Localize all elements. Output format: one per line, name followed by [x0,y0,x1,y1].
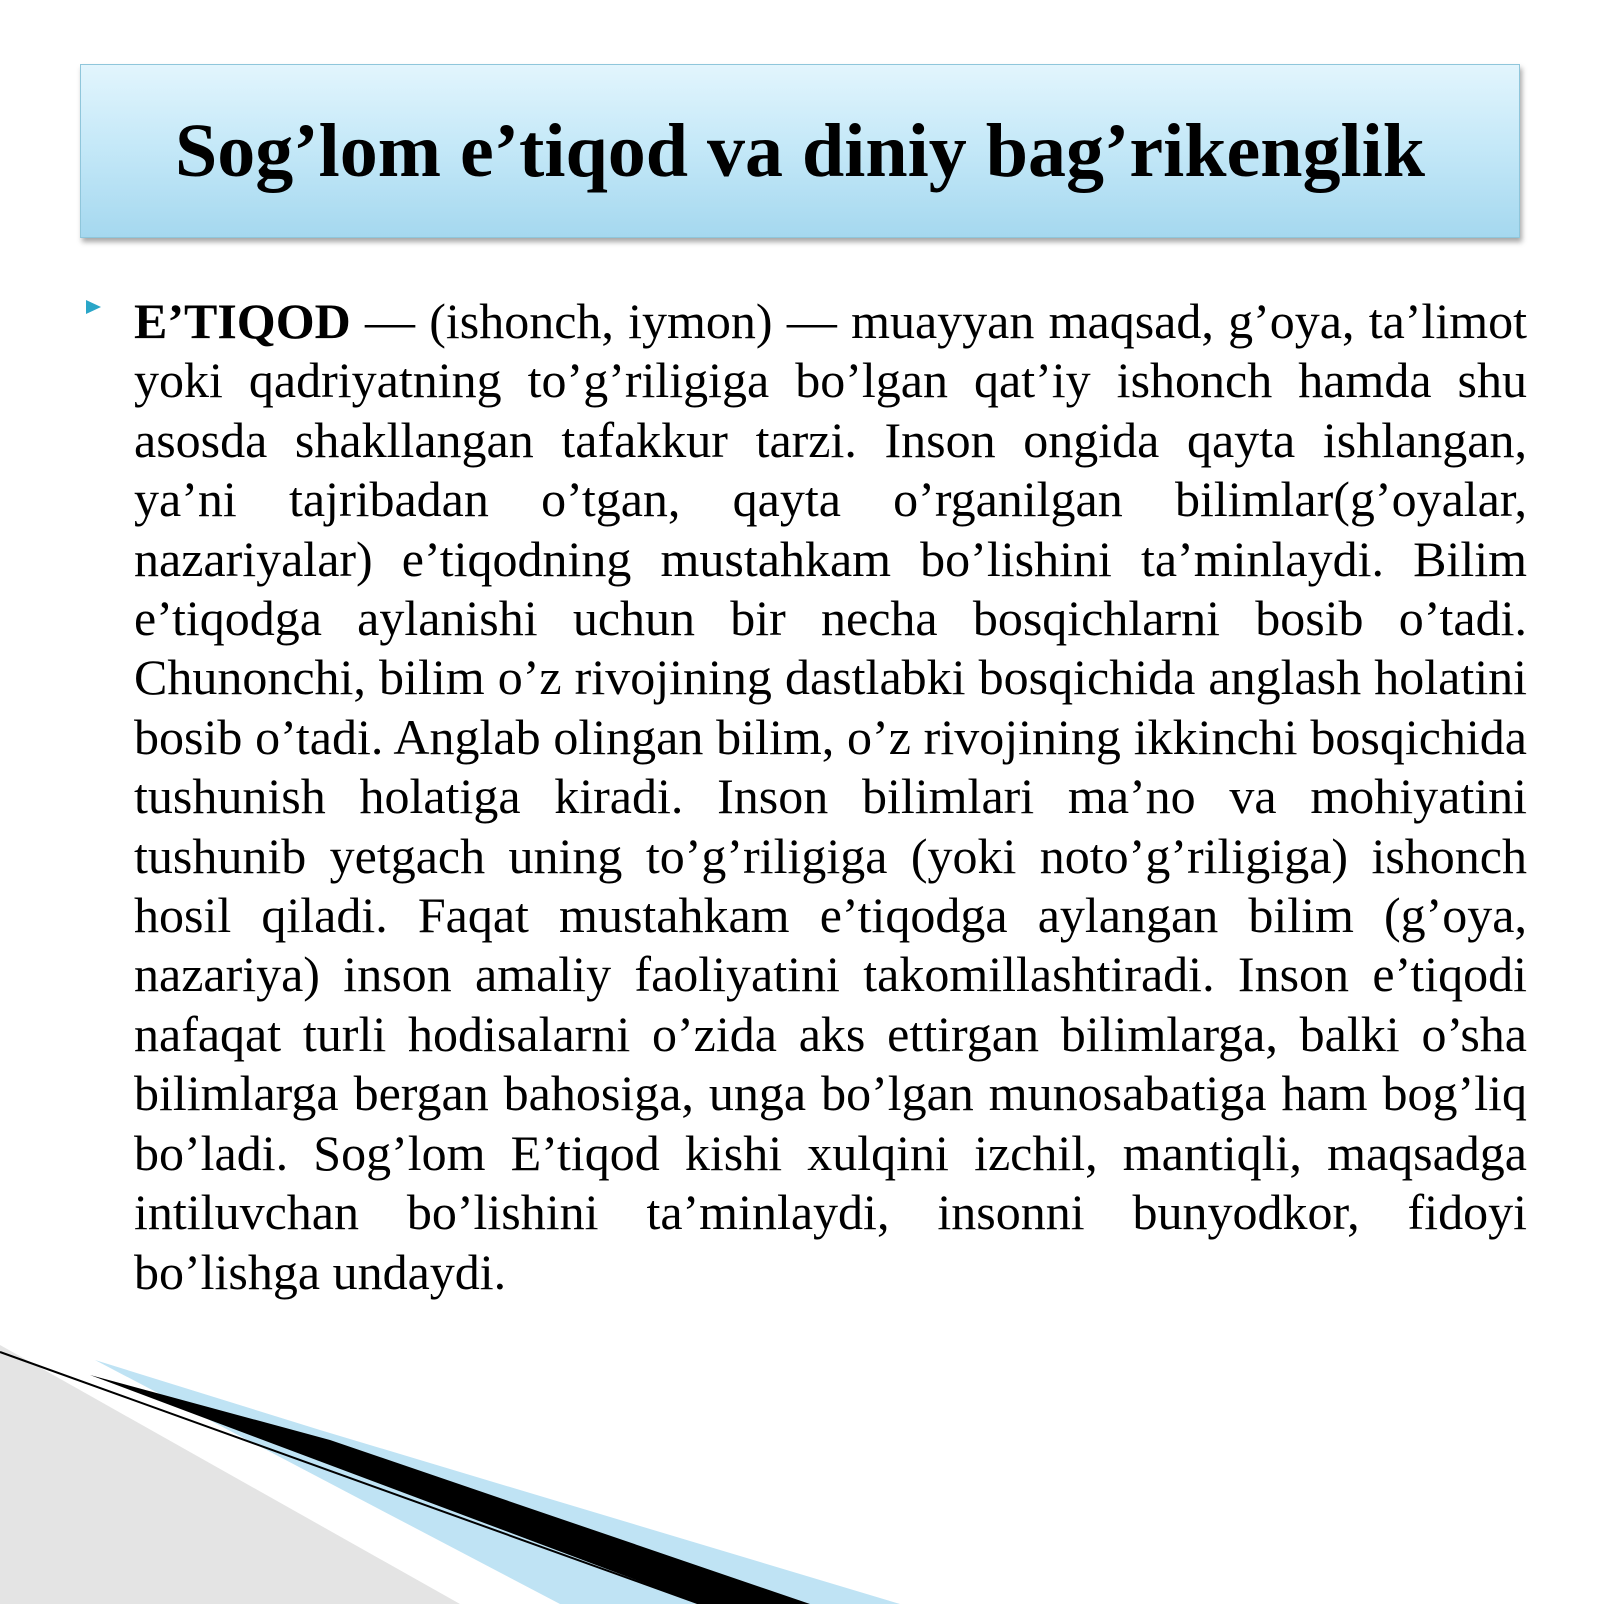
term-heading: E’TIQOD [134,293,351,349]
title-banner [80,64,1520,238]
body-paragraph [134,292,1527,1302]
decor-thin-line [0,1352,700,1604]
decor-blue-wedge [95,1360,900,1604]
decor-gray-wedge [0,1345,460,1604]
definition-text: — (ishonch, iymon) — muayyan maqsad, g’oya, ta’limot yoki qadriyatning to’g’riligiga bo’lgan qat’iy ishonch hamda shu asosda shakllangan tafakkur tarzi. Inson ongida qayta ishlangan, ya’ni tajribadan o’tgan, qayta o’rganilgan bilimlar(g’oyalar, nazariyalar) e’tiqodning mustahkam bo’lishini ta’minlaydi. Bilim e’tiqodga aylanishi uchun bir necha bosqichlarni bosib o’tadi. Chunonchi, bilim o’z rivojining dastlabki bosqichida anglash holatini bosib o’tadi. Anglab olingan bilim, o’z rivojining ikkinchi bosqichida tushunish holatiga kiradi. Inson bilimlari ma’no va mohiyatini tushunib yetgach uning to’g’riligiga (yoki noto’g’riligiga) ishonch hosil qiladi. Faqat mustahkam e’tiqodga aylangan bilim (g’oya, nazariya) inson amaliy faoliyatini takomillashtiradi. Inson e’tiqodi nafaqat turli hodisalarni o’zida aks ettirgan bilimlarga, balki o’sha bilimlarga bergan bahosiga, unga bo’lgan munosabatiga ham bog’liq bo’ladi. Sog’lom E’tiqod kishi xulqini izchil, mantiqli, maqsadga intiluvchan bo’lishini ta’minlaydi, insonni bunyodkor, fidoyi bo’lishga undaydi. [134,293,1527,1300]
decor-black-wedge [90,1375,810,1604]
bullet-triangle-icon [86,300,101,314]
slide-title: Sog’lom e’tiqod va diniy bag’rikenglik [175,109,1425,193]
